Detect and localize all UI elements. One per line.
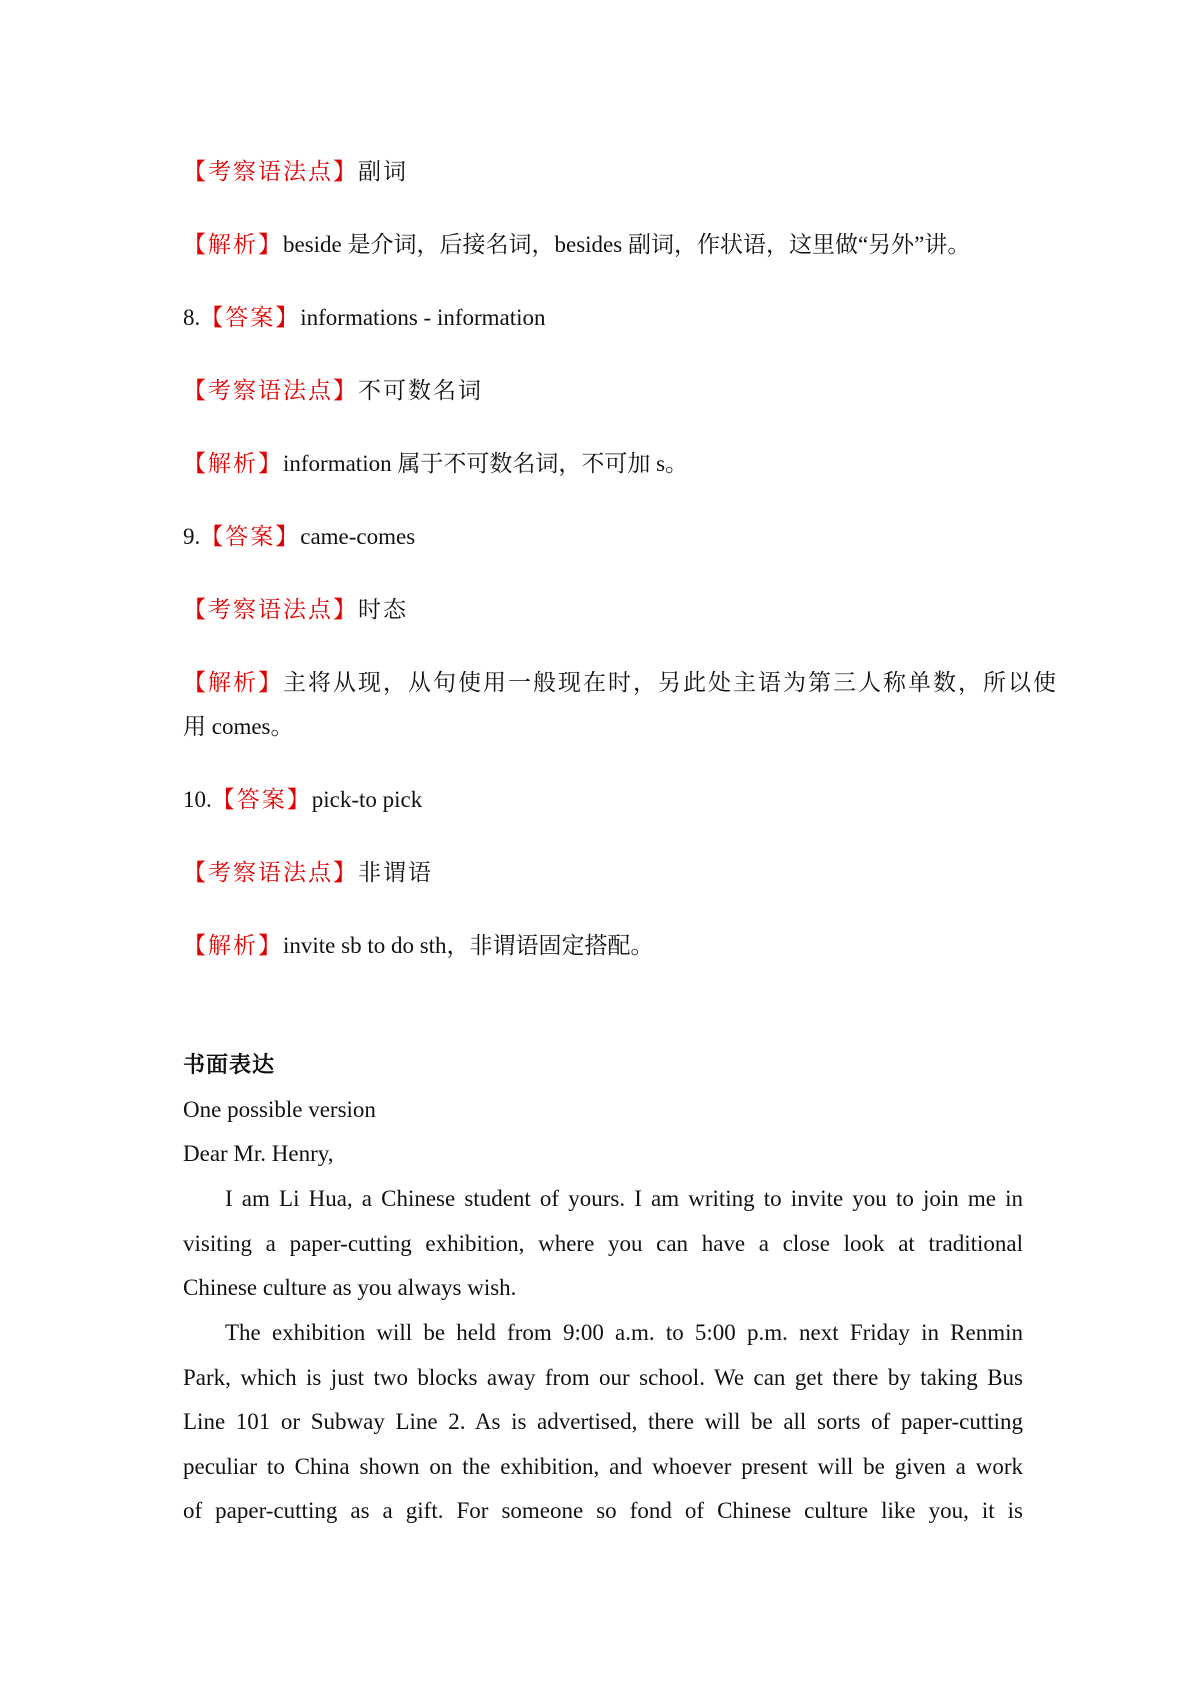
point-text: 非谓语 (358, 860, 433, 885)
analysis-text: 主将从现，从句使用一般现在时，另此处主语为第三人称单数，所以使 (283, 670, 1058, 695)
section-heading: 书面表达 (183, 1052, 276, 1078)
analysis-label: 【解析】 (183, 933, 283, 958)
paragraph-1-line: I am Li Hua, a Chinese student of yours. I am writing to invite you to join me in (225, 1186, 1023, 1211)
paragraph-2-line: The exhibition will be held from 9:00 a.m. to 5:00 p.m. next Friday in Renmin (225, 1320, 1023, 1345)
item-number: 8. (183, 305, 201, 330)
point-line-9 (183, 595, 1023, 625)
paragraph-1-line: Chinese culture as you always wish. (183, 1275, 517, 1300)
analysis-label: 【解析】 (183, 232, 283, 257)
analysis-text: 用 comes。 (183, 714, 294, 739)
point-text: 副词 (358, 159, 408, 184)
analysis-text: invite sb to do sth，非谓语固定搭配。 (283, 933, 654, 958)
letter-greeting: Dear Mr. Henry, (183, 1141, 334, 1166)
paragraph-2-line: Line 101 or Subway Line 2. As is advertised, there will be all sorts of paper-cutting (183, 1409, 1023, 1434)
analysis-label: 【解析】 (183, 451, 283, 476)
point-text: 不可数名词 (358, 378, 483, 403)
paragraph-2-line: peculiar to China shown on the exhibition, and whoever present will be given a work (183, 1454, 1023, 1479)
point-label: 【考察语法点】 (183, 597, 358, 622)
item-number: 9. (183, 524, 201, 549)
paragraph-2-line: of paper-cutting as a gift. For someone so fond of Chinese culture like you, it is (183, 1498, 1023, 1523)
analysis-line-9-cont (183, 712, 1023, 742)
answer-text: informations - information (300, 305, 546, 330)
paragraph-1-line: visiting a paper-cutting exhibition, where you can have a close look at traditional (183, 1231, 1023, 1256)
analysis-line-10 (183, 931, 1023, 961)
analysis-text: beside 是介词，后接名词，besides 副词，作状语，这里做“另外”讲。 (283, 232, 971, 257)
item-number: 10. (183, 787, 212, 812)
analysis-text: information 属于不可数名词，不可加 s。 (283, 451, 689, 476)
answer-label: 【答案】 (200, 524, 301, 549)
point-text: 时态 (358, 597, 408, 622)
answer-line-9 (183, 522, 1023, 552)
point-label: 【考察语法点】 (183, 378, 358, 403)
analysis-line-9 (183, 668, 1058, 698)
answer-line-10 (183, 785, 1023, 815)
answer-label: 【答案】 (200, 305, 301, 330)
paragraph-2-line: Park, which is just two blocks away from our school. We can get there by taking Bus (183, 1365, 1023, 1390)
answer-line-8 (183, 303, 1023, 333)
analysis-line-8 (183, 449, 1023, 479)
answer-label: 【答案】 (211, 787, 312, 812)
point-label: 【考察语法点】 (183, 159, 358, 184)
answer-text: came-comes (300, 524, 416, 549)
analysis-label: 【解析】 (183, 670, 283, 695)
point-line-7 (183, 157, 1023, 187)
version-label: One possible version (183, 1097, 376, 1122)
point-line-8 (183, 376, 1023, 406)
point-line-10 (183, 858, 1023, 888)
answer-text: pick-to pick (311, 787, 423, 812)
analysis-line-7 (183, 230, 1023, 260)
point-label: 【考察语法点】 (183, 860, 358, 885)
